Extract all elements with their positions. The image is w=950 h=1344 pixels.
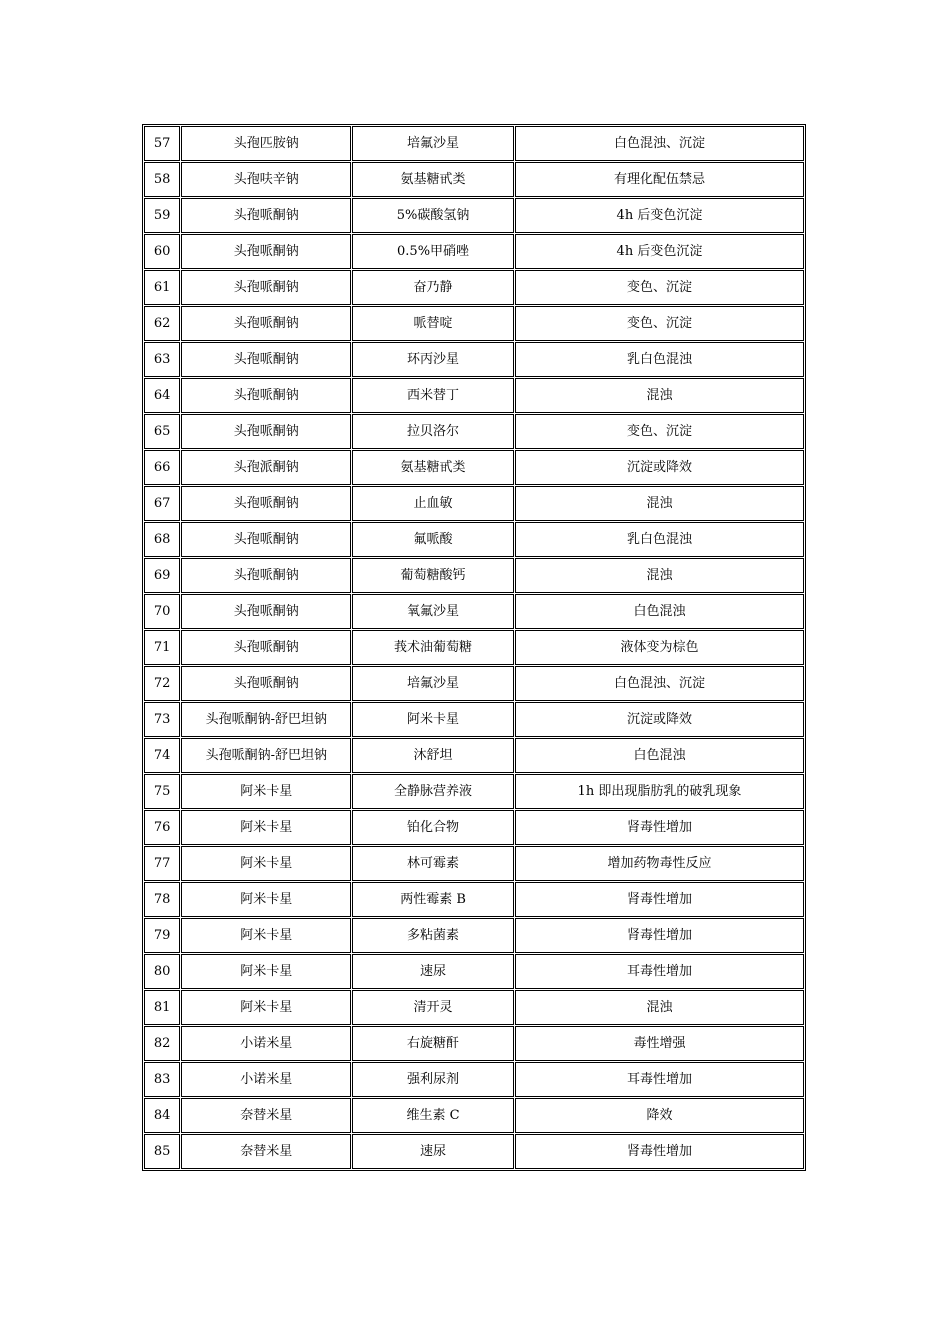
result-cell: 耳毒性增加	[515, 954, 804, 989]
row-number-cell: 84	[144, 1098, 180, 1133]
drug-a-cell: 头孢哌酮钠	[181, 414, 351, 449]
drug-b-cell: 全静脉营养液	[352, 774, 514, 809]
table-row	[144, 450, 804, 485]
table-row	[144, 306, 804, 341]
drug-a-cell: 头孢哌酮钠	[181, 630, 351, 665]
drug-b-cell: 0.5%甲硝唑	[352, 234, 514, 269]
row-number-cell: 64	[144, 378, 180, 413]
drug-a-cell: 头孢呋辛钠	[181, 162, 351, 197]
row-number-cell: 63	[144, 342, 180, 377]
row-number-cell: 57	[144, 126, 180, 161]
table-row	[144, 234, 804, 269]
drug-a-cell: 奈替米星	[181, 1098, 351, 1133]
drug-b-cell: 环丙沙星	[352, 342, 514, 377]
table-row	[144, 738, 804, 773]
row-number-cell: 79	[144, 918, 180, 953]
result-cell: 混浊	[515, 558, 804, 593]
drug-a-cell: 阿米卡星	[181, 846, 351, 881]
drug-a-cell: 阿米卡星	[181, 810, 351, 845]
drug-incompatibility-table	[142, 124, 806, 1171]
drug-b-cell: 哌替啶	[352, 306, 514, 341]
drug-b-cell: 培氟沙星	[352, 666, 514, 701]
drug-a-cell: 头孢哌酮钠-舒巴坦钠	[181, 702, 351, 737]
drug-a-cell: 头孢哌酮钠	[181, 378, 351, 413]
drug-b-cell: 莪术油葡萄糖	[352, 630, 514, 665]
drug-a-cell: 头孢哌酮钠	[181, 666, 351, 701]
drug-b-cell: 拉贝洛尔	[352, 414, 514, 449]
drug-b-cell: 维生素 C	[352, 1098, 514, 1133]
table-row	[144, 486, 804, 521]
row-number-cell: 77	[144, 846, 180, 881]
drug-b-cell: 强利尿剂	[352, 1062, 514, 1097]
table-row	[144, 162, 804, 197]
row-number-cell: 83	[144, 1062, 180, 1097]
drug-b-cell: 止血敏	[352, 486, 514, 521]
result-cell: 沉淀或降效	[515, 702, 804, 737]
table-row	[144, 1026, 804, 1061]
table-row	[144, 702, 804, 737]
drug-b-cell: 氟哌酸	[352, 522, 514, 557]
drug-b-cell: 清开灵	[352, 990, 514, 1025]
drug-b-cell: 铂化合物	[352, 810, 514, 845]
table-row	[144, 1098, 804, 1133]
result-cell: 白色混浊、沉淀	[515, 666, 804, 701]
drug-incompatibility-table-container	[142, 124, 806, 1171]
table-row	[144, 1134, 804, 1169]
drug-b-cell: 奋乃静	[352, 270, 514, 305]
drug-a-cell: 阿米卡星	[181, 774, 351, 809]
result-cell: 肾毒性增加	[515, 918, 804, 953]
result-cell: 耳毒性增加	[515, 1062, 804, 1097]
result-cell: 沉淀或降效	[515, 450, 804, 485]
table-row	[144, 630, 804, 665]
drug-a-cell: 头孢哌酮钠	[181, 306, 351, 341]
result-cell: 白色混浊	[515, 738, 804, 773]
drug-b-cell: 两性霉素 B	[352, 882, 514, 917]
drug-b-cell: 速尿	[352, 1134, 514, 1169]
drug-a-cell: 头孢哌酮钠	[181, 270, 351, 305]
result-cell: 白色混浊	[515, 594, 804, 629]
drug-b-cell: 西米替丁	[352, 378, 514, 413]
drug-a-cell: 头孢匹胺钠	[181, 126, 351, 161]
result-cell: 变色、沉淀	[515, 306, 804, 341]
table-row	[144, 810, 804, 845]
drug-a-cell: 头孢哌酮钠-舒巴坦钠	[181, 738, 351, 773]
result-cell: 白色混浊、沉淀	[515, 126, 804, 161]
row-number-cell: 75	[144, 774, 180, 809]
drug-a-cell: 头孢哌酮钠	[181, 342, 351, 377]
table-row	[144, 342, 804, 377]
result-cell: 肾毒性增加	[515, 810, 804, 845]
drug-a-cell: 头孢哌酮钠	[181, 594, 351, 629]
result-cell: 4h 后变色沉淀	[515, 198, 804, 233]
row-number-cell: 71	[144, 630, 180, 665]
row-number-cell: 68	[144, 522, 180, 557]
row-number-cell: 69	[144, 558, 180, 593]
table-row	[144, 378, 804, 413]
table-row	[144, 666, 804, 701]
result-cell: 1h 即出现脂肪乳的破乳现象	[515, 774, 804, 809]
drug-a-cell: 阿米卡星	[181, 954, 351, 989]
drug-b-cell: 右旋糖酐	[352, 1026, 514, 1061]
drug-a-cell: 头孢哌酮钠	[181, 558, 351, 593]
row-number-cell: 81	[144, 990, 180, 1025]
row-number-cell: 65	[144, 414, 180, 449]
drug-a-cell: 小诺米星	[181, 1026, 351, 1061]
result-cell: 液体变为棕色	[515, 630, 804, 665]
table-row	[144, 846, 804, 881]
drug-b-cell: 氧氟沙星	[352, 594, 514, 629]
row-number-cell: 67	[144, 486, 180, 521]
table-row	[144, 126, 804, 161]
drug-a-cell: 头孢哌酮钠	[181, 198, 351, 233]
result-cell: 乳白色混浊	[515, 522, 804, 557]
row-number-cell: 76	[144, 810, 180, 845]
result-cell: 增加药物毒性反应	[515, 846, 804, 881]
result-cell: 变色、沉淀	[515, 414, 804, 449]
row-number-cell: 82	[144, 1026, 180, 1061]
table-row	[144, 918, 804, 953]
row-number-cell: 59	[144, 198, 180, 233]
table-row	[144, 882, 804, 917]
drug-a-cell: 头孢哌酮钠	[181, 522, 351, 557]
table-row	[144, 198, 804, 233]
result-cell: 有理化配伍禁忌	[515, 162, 804, 197]
row-number-cell: 74	[144, 738, 180, 773]
table-row	[144, 774, 804, 809]
row-number-cell: 72	[144, 666, 180, 701]
row-number-cell: 85	[144, 1134, 180, 1169]
result-cell: 4h 后变色沉淀	[515, 234, 804, 269]
drug-a-cell: 头孢哌酮钠	[181, 234, 351, 269]
row-number-cell: 58	[144, 162, 180, 197]
drug-b-cell: 沐舒坦	[352, 738, 514, 773]
row-number-cell: 62	[144, 306, 180, 341]
row-number-cell: 66	[144, 450, 180, 485]
drug-a-cell: 头孢哌酮钠	[181, 486, 351, 521]
result-cell: 肾毒性增加	[515, 1134, 804, 1169]
result-cell: 乳白色混浊	[515, 342, 804, 377]
table-row	[144, 594, 804, 629]
row-number-cell: 78	[144, 882, 180, 917]
table-row	[144, 522, 804, 557]
row-number-cell: 80	[144, 954, 180, 989]
row-number-cell: 60	[144, 234, 180, 269]
drug-b-cell: 5%碳酸氢钠	[352, 198, 514, 233]
result-cell: 降效	[515, 1098, 804, 1133]
result-cell: 变色、沉淀	[515, 270, 804, 305]
row-number-cell: 70	[144, 594, 180, 629]
drug-a-cell: 阿米卡星	[181, 882, 351, 917]
table-row	[144, 270, 804, 305]
result-cell: 肾毒性增加	[515, 882, 804, 917]
result-cell: 混浊	[515, 486, 804, 521]
drug-b-cell: 培氟沙星	[352, 126, 514, 161]
table-row	[144, 954, 804, 989]
table-row	[144, 414, 804, 449]
drug-a-cell: 头孢派酮钠	[181, 450, 351, 485]
result-cell: 混浊	[515, 378, 804, 413]
drug-b-cell: 速尿	[352, 954, 514, 989]
row-number-cell: 61	[144, 270, 180, 305]
drug-a-cell: 阿米卡星	[181, 918, 351, 953]
drug-a-cell: 小诺米星	[181, 1062, 351, 1097]
drug-b-cell: 林可霉素	[352, 846, 514, 881]
drug-b-cell: 葡萄糖酸钙	[352, 558, 514, 593]
drug-b-cell: 氨基糖甙类	[352, 450, 514, 485]
drug-a-cell: 阿米卡星	[181, 990, 351, 1025]
table-row	[144, 558, 804, 593]
drug-b-cell: 多粘菌素	[352, 918, 514, 953]
table-row	[144, 990, 804, 1025]
row-number-cell: 73	[144, 702, 180, 737]
drug-b-cell: 阿米卡星	[352, 702, 514, 737]
table-body	[144, 126, 804, 1169]
result-cell: 混浊	[515, 990, 804, 1025]
table-row	[144, 1062, 804, 1097]
drug-b-cell: 氨基糖甙类	[352, 162, 514, 197]
result-cell: 毒性增强	[515, 1026, 804, 1061]
drug-a-cell: 奈替米星	[181, 1134, 351, 1169]
